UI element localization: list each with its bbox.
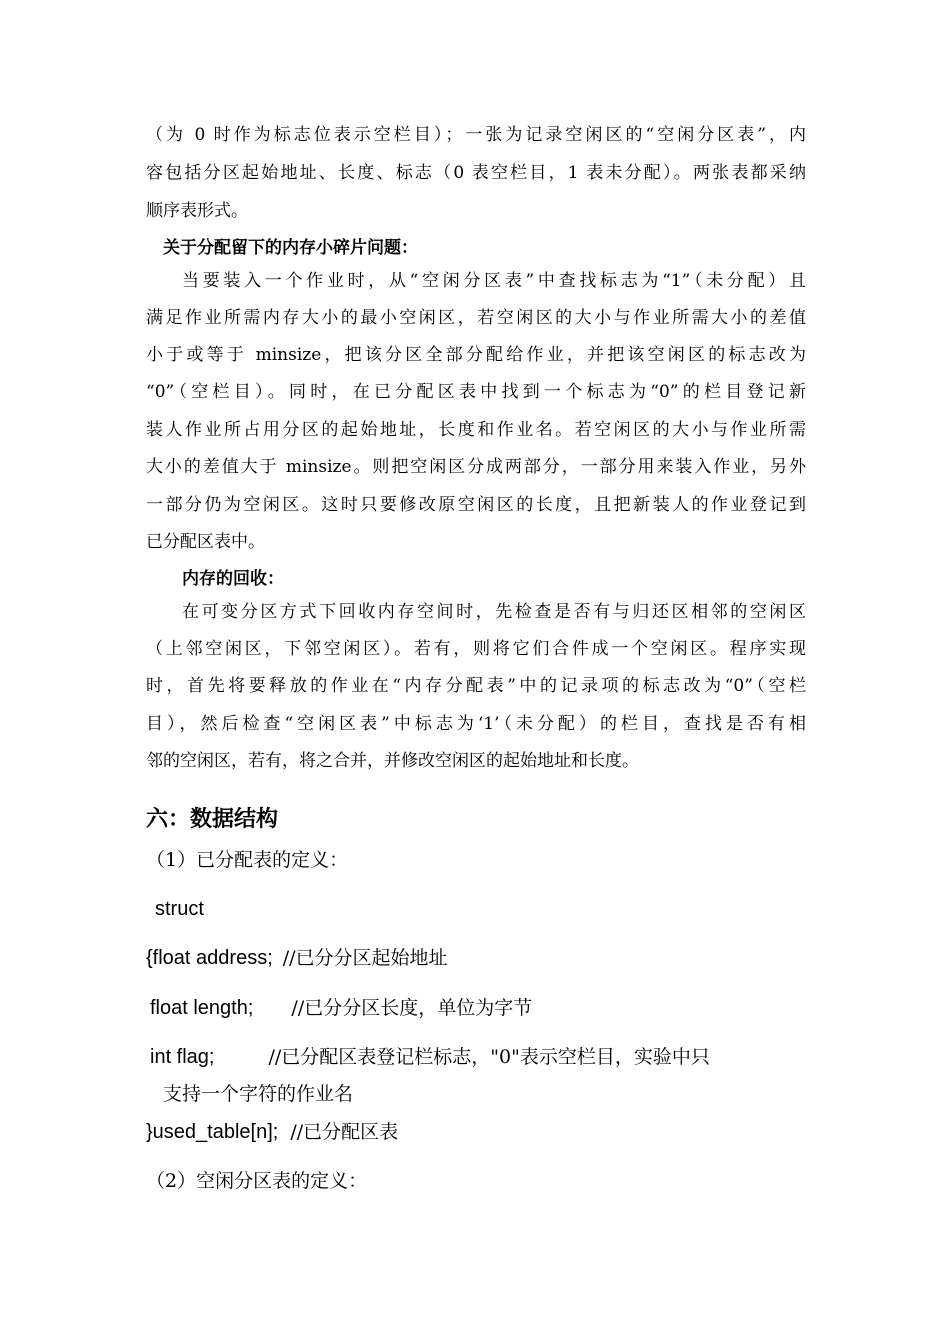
- paragraph-line: （上邻空闲区，下邻空闲区）。若有，则将它们合件成一个空闲区。程序实现: [146, 639, 806, 659]
- code-comment: 支持一个字符的作业名: [163, 1083, 354, 1105]
- paragraph-line: 小于或等于 minsize，把该分区全部分配给作业，并把该空闲区的标志改为: [146, 345, 806, 365]
- subsection-title: （2）空闲分区表的定义：: [146, 1170, 368, 1192]
- paragraph-line: 时，首先将要释放的作业在“内存分配表”中的记录项的标志改为“0”（空栏: [146, 676, 806, 696]
- subsection-title: （1）已分配表的定义：: [146, 849, 349, 871]
- paragraph-line: 容包括分区起始地址、长度、标志（0 表空栏目，1 表未分配）。两张表都采纳: [146, 163, 806, 183]
- code-comment: //已分分区长度，单位为字节: [291, 997, 533, 1019]
- paragraph-line: “0”（空栏目）。同时，在已分配区表中找到一个标志为“0”的栏目登记新: [146, 382, 806, 402]
- code-line: [155, 896, 204, 922]
- paragraph-line: 装人作业所占用分区的起始地址，长度和作业名。若空闲区的大小与作业所需: [146, 420, 806, 440]
- code-line: [146, 1119, 398, 1145]
- paragraph-line: 一部分仍为空闲区。这时只要修改原空闲区的长度，且把新装人的作业登记到: [146, 495, 806, 515]
- code-text: }used_table[n];: [146, 1121, 279, 1143]
- code-text: float length;: [150, 997, 254, 1019]
- code-line: [150, 1044, 710, 1070]
- code-comment: //已分分区起始地址: [282, 947, 448, 969]
- code-comment: //已分配区表: [290, 1121, 399, 1143]
- subheading-recycle: 内存的回收：: [182, 569, 284, 589]
- code-text: int flag;: [150, 1046, 215, 1068]
- paragraph-line: 大小的差值大于 minsize。则把空闲区分成两部分，一部分用来装入作业，另外: [146, 457, 806, 477]
- paragraph-line: 邻的空闲区，若有，将之合并，并修改空闲区的起始地址和长度。: [146, 751, 639, 771]
- code-comment: //已分配区表登记栏标志，"0"表示空栏目，实验中只: [268, 1046, 710, 1068]
- paragraph-line: 满足作业所需内存大小的最小空闲区，若空闲区的大小与作业所需大小的差值: [146, 308, 806, 328]
- paragraph-line: 在可变分区方式下回收内存空间时，先检查是否有与归还区相邻的空闲区: [182, 602, 806, 622]
- code-line: [163, 1081, 353, 1107]
- code-text: {float address;: [146, 947, 273, 969]
- subheading-fragment: 关于分配留下的内存小碎片问题：: [163, 238, 418, 258]
- paragraph-line: 已分配区表中。: [146, 532, 265, 552]
- code-keyword: struct: [155, 898, 204, 920]
- code-line: [150, 995, 532, 1021]
- paragraph-line: 顺序表形式。: [146, 201, 248, 221]
- code-line: [146, 945, 448, 971]
- paragraph-line: （为 0 时作为标志位表示空栏目）；一张为记录空闲区的“空闲分区表”，内: [146, 125, 806, 145]
- paragraph-line: 目），然后检查“空闲区表”中标志为‘1’（未分配）的栏目，查找是否有相: [146, 714, 806, 734]
- section-title: 六：数据结构: [146, 807, 279, 832]
- paragraph-line: 当要装入一个作业时，从“空闲分区表”中查找标志为“1”（未分配）且: [182, 271, 806, 291]
